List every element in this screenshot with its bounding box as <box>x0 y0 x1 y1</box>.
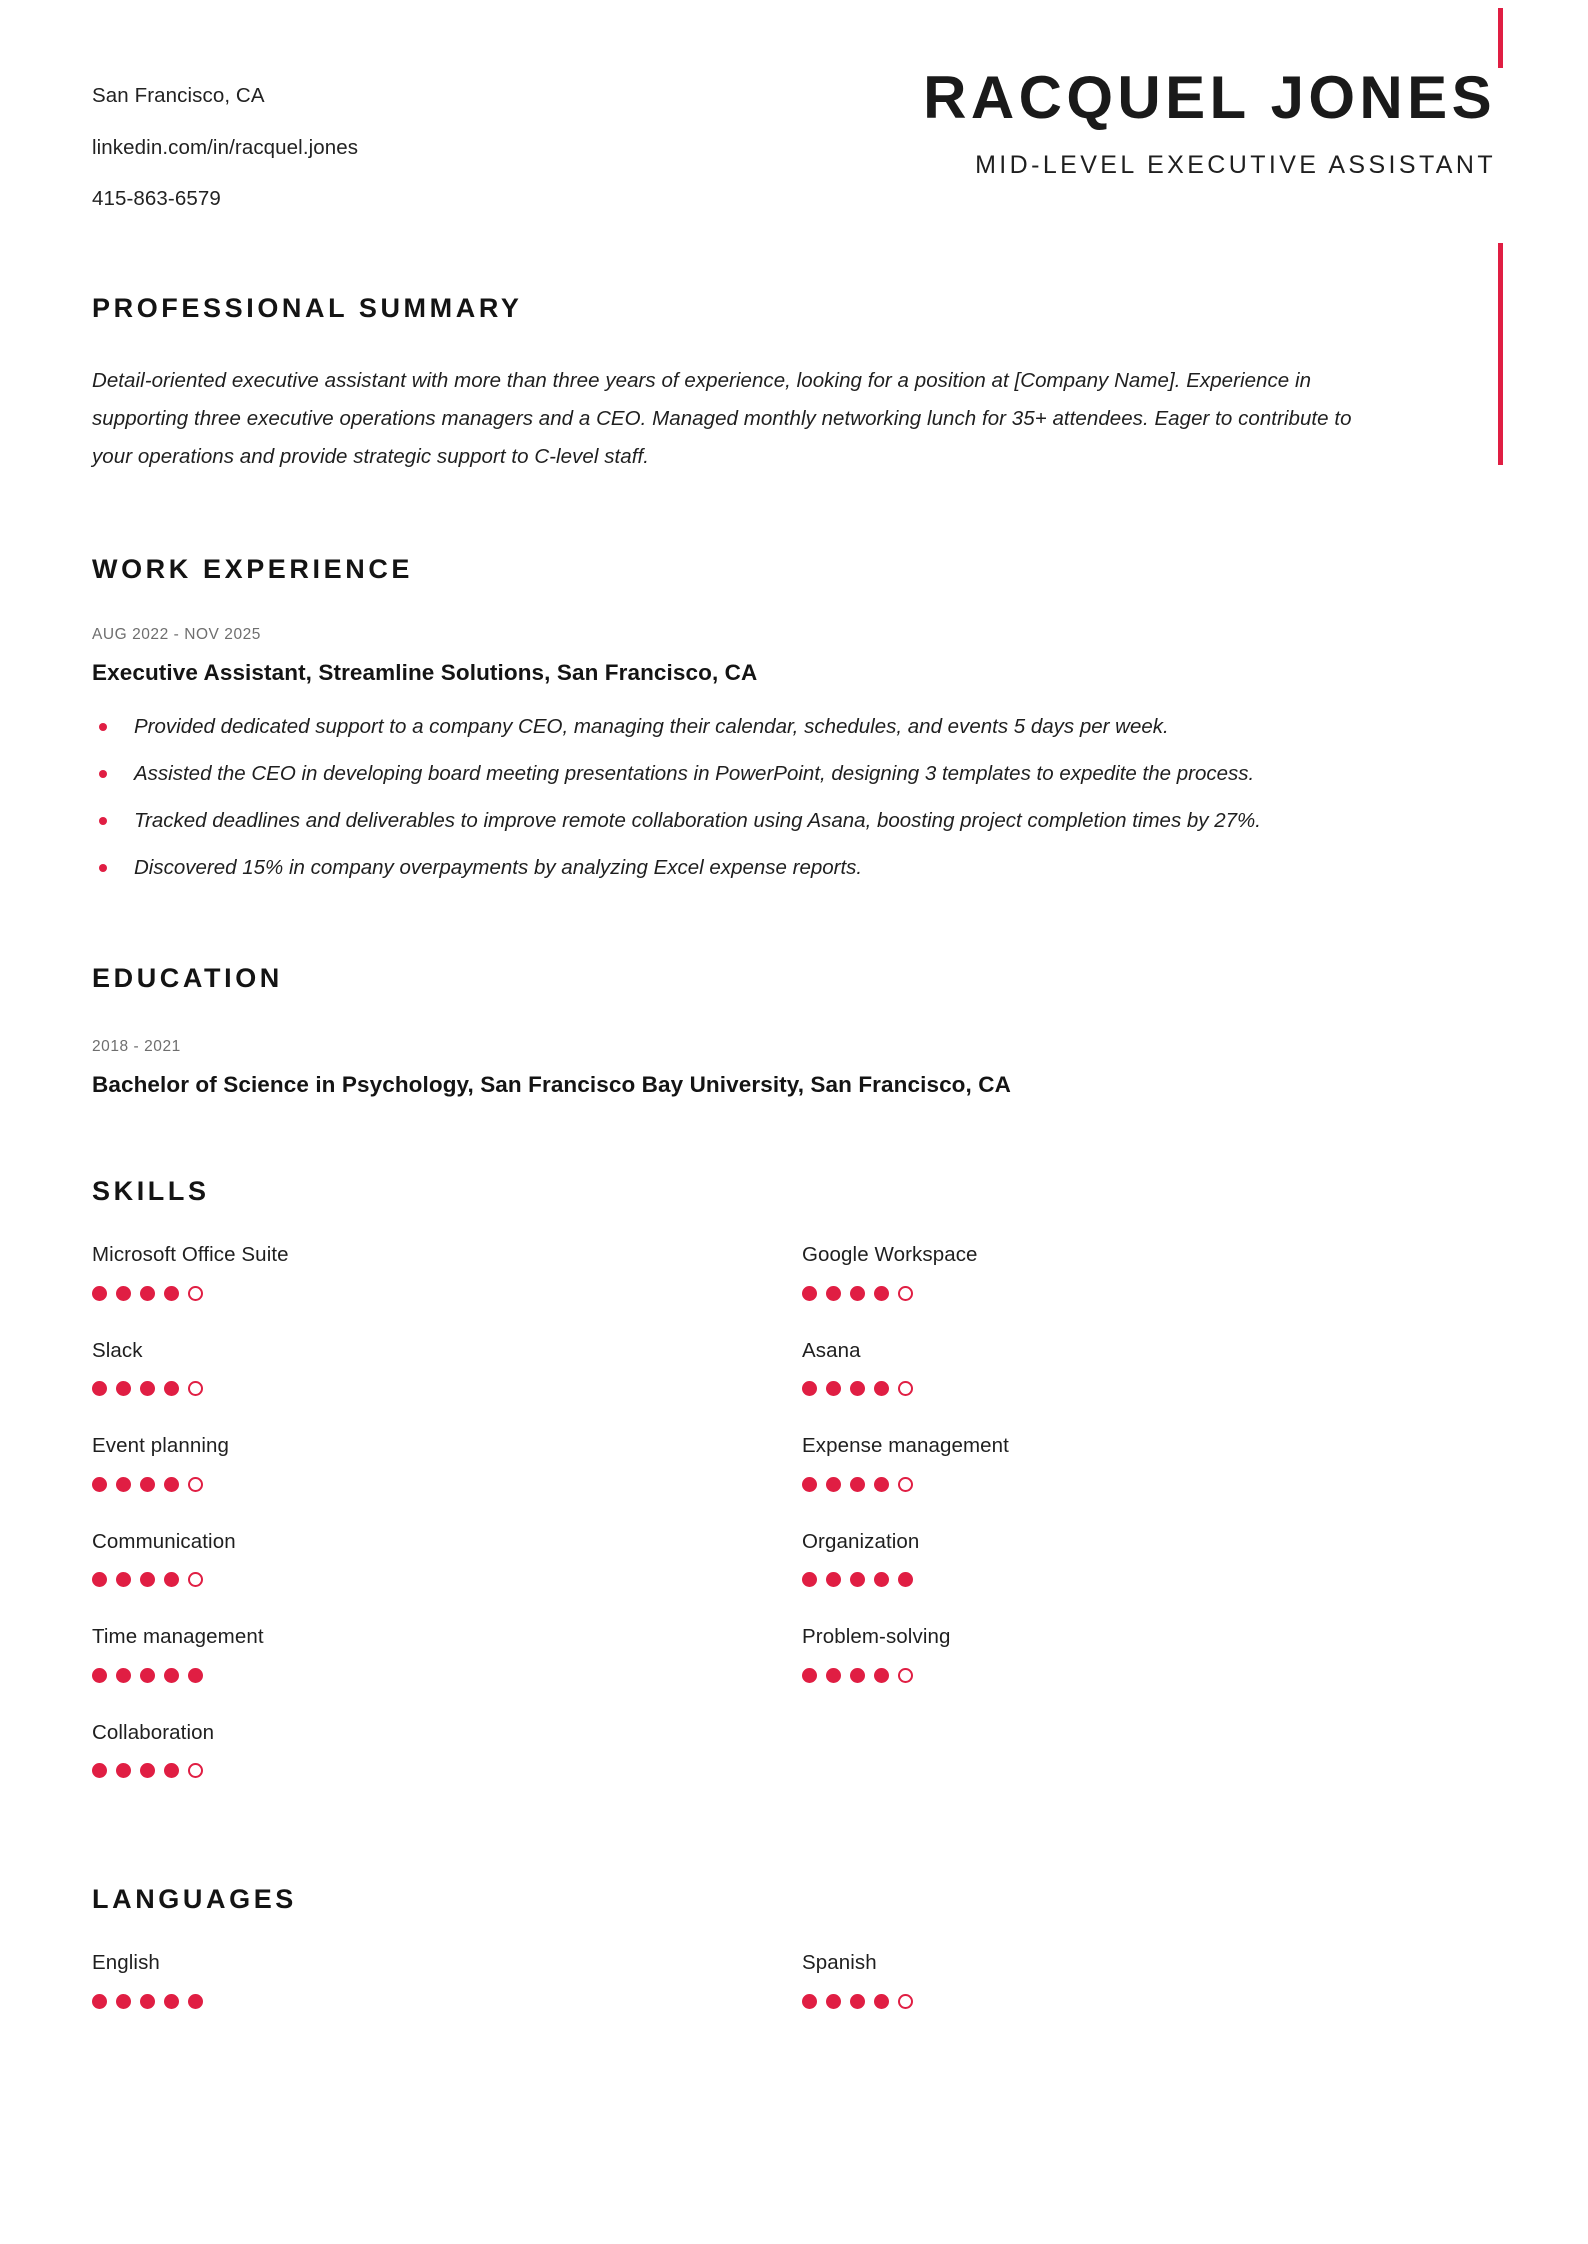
section-work-experience <box>0 556 1588 887</box>
rating-dot-filled-icon <box>140 1763 155 1778</box>
education-dates: 2018 - 2021 <box>92 1038 181 1056</box>
language-item <box>802 1953 1496 2009</box>
rating-dot-filled-icon <box>802 1994 817 2009</box>
skill-rating-dots <box>92 1668 802 1683</box>
language-label: English <box>92 1951 160 1975</box>
language-rating-dots <box>92 1994 802 2009</box>
section-title-languages: LANGUAGES <box>92 1884 297 1915</box>
rating-dot-filled-icon <box>92 1286 107 1301</box>
resume-header <box>0 0 1588 210</box>
section-professional-summary <box>0 292 1588 477</box>
identity-block <box>562 64 1498 179</box>
rating-dot-filled-icon <box>874 1286 889 1301</box>
job-bullet: Assisted the CEO in developing board meeting presentations in PowerPoint, designing 3 templates to expedite the process. <box>92 755 1452 793</box>
rating-dot-filled-icon <box>140 1286 155 1301</box>
rating-dot-filled-icon <box>116 1994 131 2009</box>
summary-paragraph: Detail-oriented executive assistant with more than three years of experience, looking for a position at [Company Name]. Experience in supporting three executive operations managers and a CEO. Managed monthly networking lunch for 35+ attendees. Eager to contribute to your operations and provide strategic support to C-level staff. <box>92 368 1352 469</box>
rating-dot-filled-icon <box>164 1994 179 2009</box>
rating-dot-filled-icon <box>164 1668 179 1683</box>
rating-dot-empty-icon <box>898 1994 913 2009</box>
rating-dot-filled-icon <box>826 1668 841 1683</box>
section-title-education: EDUCATION <box>92 963 283 994</box>
job-entry <box>92 627 1496 887</box>
rating-dot-filled-icon <box>116 1381 131 1396</box>
candidate-name: RACQUEL JONES <box>923 64 1496 131</box>
education-entry <box>92 1039 1496 1096</box>
rating-dot-filled-icon <box>164 1763 179 1778</box>
job-bullet: Tracked deadlines and deliverables to improve remote collaboration using Asana, boosting project completion times by 27%. <box>92 802 1452 840</box>
skill-item <box>802 1245 1496 1301</box>
skill-label: Event planning <box>92 1434 230 1458</box>
rating-dot-filled-icon <box>802 1477 817 1492</box>
skill-item <box>92 1529 802 1588</box>
rating-dot-empty-icon <box>188 1763 203 1778</box>
skill-rating-dots <box>92 1572 802 1587</box>
skill-label: Microsoft Office Suite <box>92 1243 289 1267</box>
rating-dot-filled-icon <box>802 1286 817 1301</box>
rating-dot-filled-icon <box>850 1381 865 1396</box>
skill-label: Slack <box>92 1338 143 1362</box>
rating-dot-filled-icon <box>874 1477 889 1492</box>
skill-label: Google Workspace <box>802 1243 978 1267</box>
rating-dot-filled-icon <box>850 1668 865 1683</box>
rating-dot-empty-icon <box>188 1286 203 1301</box>
skill-rating-dots <box>92 1381 802 1396</box>
rating-dot-filled-icon <box>140 1381 155 1396</box>
rating-dot-filled-icon <box>188 1994 203 2009</box>
skill-rating-dots <box>802 1572 1496 1587</box>
rating-dot-filled-icon <box>140 1572 155 1587</box>
skill-item <box>802 1627 1496 1683</box>
language-rating-dots <box>802 1994 1496 2009</box>
section-education <box>0 965 1588 1096</box>
rating-dot-filled-icon <box>874 1668 889 1683</box>
rating-dot-filled-icon <box>898 1572 913 1587</box>
skill-item <box>92 1720 802 1779</box>
skills-grid <box>92 1245 1496 1818</box>
job-bullet-list <box>92 708 1496 887</box>
skill-item <box>92 1245 802 1301</box>
languages-grid <box>92 1953 1496 2049</box>
rating-dot-filled-icon <box>826 1477 841 1492</box>
rating-dot-filled-icon <box>140 1994 155 2009</box>
rating-dot-filled-icon <box>850 1994 865 2009</box>
rating-dot-empty-icon <box>898 1381 913 1396</box>
section-title-skills: SKILLS <box>92 1176 210 1207</box>
rating-dot-filled-icon <box>850 1477 865 1492</box>
contact-phone: 415-863-6579 <box>92 187 221 210</box>
rating-dot-filled-icon <box>92 1477 107 1492</box>
contact-block <box>92 68 562 210</box>
rating-dot-filled-icon <box>164 1381 179 1396</box>
rating-dot-empty-icon <box>188 1381 203 1396</box>
skill-label: Problem-solving <box>802 1625 951 1649</box>
rating-dot-empty-icon <box>188 1572 203 1587</box>
skill-item <box>802 1338 1496 1397</box>
skill-rating-dots <box>802 1381 1496 1396</box>
rating-dot-filled-icon <box>826 1572 841 1587</box>
rating-dot-empty-icon <box>898 1668 913 1683</box>
rating-dot-filled-icon <box>850 1572 865 1587</box>
rating-dot-filled-icon <box>188 1668 203 1683</box>
language-label: Spanish <box>802 1951 877 1975</box>
section-languages <box>0 1886 1588 2049</box>
skill-rating-dots <box>802 1286 1496 1301</box>
rating-dot-filled-icon <box>92 1763 107 1778</box>
skill-label: Collaboration <box>92 1720 215 1744</box>
rating-dot-filled-icon <box>116 1477 131 1492</box>
skill-rating-dots <box>802 1668 1496 1683</box>
accent-bar-summary <box>1498 243 1503 465</box>
rating-dot-filled-icon <box>116 1286 131 1301</box>
rating-dot-filled-icon <box>116 1572 131 1587</box>
skill-label: Communication <box>92 1529 236 1553</box>
rating-dot-filled-icon <box>164 1286 179 1301</box>
job-title-company: Executive Assistant, Streamline Solutions, San Francisco, CA <box>92 659 758 685</box>
rating-dot-filled-icon <box>802 1572 817 1587</box>
rating-dot-filled-icon <box>874 1572 889 1587</box>
skill-item <box>92 1436 802 1492</box>
skill-item <box>92 1627 802 1683</box>
job-dates: AUG 2022 - NOV 2025 <box>92 626 261 644</box>
skill-label: Time management <box>92 1625 264 1649</box>
rating-dot-filled-icon <box>92 1668 107 1683</box>
skill-rating-dots <box>802 1477 1496 1492</box>
rating-dot-filled-icon <box>826 1286 841 1301</box>
jobs-container <box>92 627 1496 887</box>
accent-bar-top <box>1498 8 1503 68</box>
rating-dot-filled-icon <box>874 1381 889 1396</box>
rating-dot-filled-icon <box>116 1668 131 1683</box>
skill-item <box>802 1529 1496 1588</box>
skill-rating-dots <box>92 1763 802 1778</box>
education-container <box>92 1039 1496 1096</box>
section-title-summary: PROFESSIONAL SUMMARY <box>92 292 523 323</box>
education-degree: Bachelor of Science in Psychology, San Francisco Bay University, San Francisco, CA <box>92 1071 1011 1097</box>
rating-dot-filled-icon <box>140 1477 155 1492</box>
rating-dot-empty-icon <box>188 1477 203 1492</box>
rating-dot-filled-icon <box>874 1994 889 2009</box>
contact-location: San Francisco, CA <box>92 84 265 107</box>
rating-dot-filled-icon <box>164 1572 179 1587</box>
skill-label: Organization <box>802 1529 920 1553</box>
contact-linkedin[interactable]: linkedin.com/in/racquel.jones <box>92 135 359 159</box>
rating-dot-filled-icon <box>826 1381 841 1396</box>
rating-dot-empty-icon <box>898 1477 913 1492</box>
skill-label: Asana <box>802 1338 861 1362</box>
rating-dot-empty-icon <box>898 1286 913 1301</box>
language-item <box>92 1953 802 2009</box>
rating-dot-filled-icon <box>116 1763 131 1778</box>
skill-item <box>802 1436 1496 1492</box>
job-bullet: Discovered 15% in company overpayments by analyzing Excel expense reports. <box>92 849 1452 887</box>
rating-dot-filled-icon <box>140 1668 155 1683</box>
skill-item <box>92 1338 802 1397</box>
skill-rating-dots <box>92 1477 802 1492</box>
rating-dot-filled-icon <box>164 1477 179 1492</box>
job-bullet: Provided dedicated support to a company CEO, managing their calendar, schedules, and events 5 days per week. <box>92 708 1452 746</box>
candidate-job-title: MID-LEVEL EXECUTIVE ASSISTANT <box>975 151 1496 179</box>
skill-label: Expense management <box>802 1434 1009 1458</box>
rating-dot-filled-icon <box>92 1994 107 2009</box>
skill-rating-dots <box>92 1286 802 1301</box>
rating-dot-filled-icon <box>802 1381 817 1396</box>
rating-dot-filled-icon <box>802 1668 817 1683</box>
rating-dot-filled-icon <box>826 1994 841 2009</box>
section-title-work: WORK EXPERIENCE <box>92 554 414 585</box>
section-skills <box>0 1178 1588 1818</box>
rating-dot-filled-icon <box>92 1572 107 1587</box>
rating-dot-filled-icon <box>850 1286 865 1301</box>
rating-dot-filled-icon <box>92 1381 107 1396</box>
